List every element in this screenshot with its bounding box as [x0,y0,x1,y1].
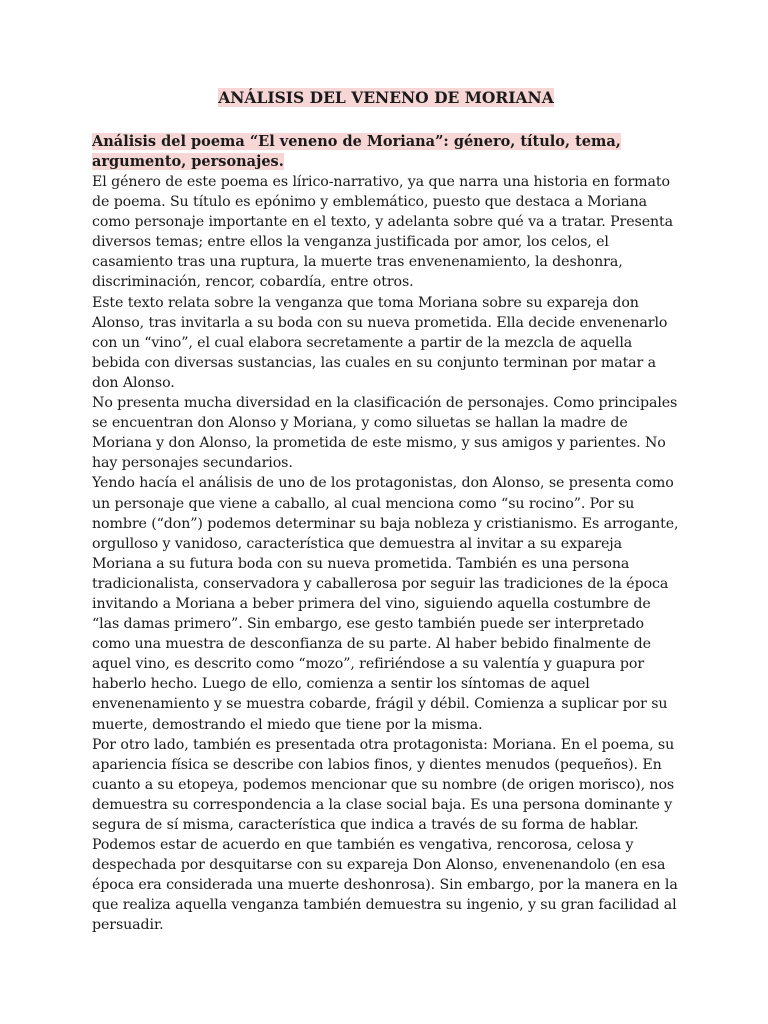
paragraph-genre-title: El género de este poema es lírico-narrativo, ya que narra una historia en formato de poema. Su título es epónimo y emblemático, puesto que destaca a Moriana como personaje importante en el texto, y adelanta sobre qué va a tratar. Presenta diversos temas; entre ellos la venganza justificada por amor, los celos, el casamiento tras una ruptura, la muerte tras envenenamiento, la deshonra, discriminación, rencor, cobardía, entre otros. [92,174,673,291]
document-subtitle [92,132,680,172]
document-title-text: ANÁLISIS DEL VENENO DE MORIANA [218,88,554,107]
document-page [92,86,680,936]
document-subtitle-text: Análisis del poema “El veneno de Moriana”: género, título, tema, argumento, personajes. [92,133,621,170]
paragraph-characters: No presenta mucha diversidad en la clasificación de personajes. Como principales se encuentran don Alonso y Moriana, y como siluetas se hallan la madre de Moriana y don Alonso, la prometida de este mismo, y sus amigos y parientes. No hay personajes secundarios. [92,395,678,472]
document-title [92,86,680,110]
paragraph-moriana: Por otro lado, también es presentada otra protagonista: Moriana. En el poema, su apariencia física se describe con labios finos, y dientes menudos (pequeños). En cuanto a su etopeya, podemos mencionar que su nombre (de origen morisco), nos demuestra su correspondencia a la clase social baja. Es una persona dominante y segura de sí misma, característica que indica a través de su forma de hablar. Podemos estar de acuerdo en que también es vengativa, rencorosa, celosa y despechada por desquitarse con su expareja Don Alonso, envenenandolo (en esa época era considerada una muerte deshonrosa). Sin embargo, por la manera en la que realiza aquella venganza también demuestra su ingenio, y su gran facilidad al persuadir. [92,736,678,934]
paragraph-don-alonso: Yendo hacía el análisis de uno de los protagonistas, don Alonso, se presenta como un personaje que viene a caballo, al cual menciona como “su rocino”. Por su nombre (“don”) podemos determinar su baja nobleza y cristianismo. Es arrogante, orgulloso y vanidoso, característica que demuestra al invitar a su expareja Moriana a su futura boda con su nueva prometida. También es una persona tradicionalista, conservadora y caballerosa por seguir las tradiciones de la época invitando a Moriana a beber primera del vino, siguiendo aquella costumbre de “las damas primero”. Sin embargo, ese gesto también puede ser interpretado como una muestra de desconfianza de su parte. Al haber bebido finalmente de aquel vino, es descrito como “mozo”, refiriéndose a su valentía y guapura por haberlo hecho. Luego de ello, comienza a sentir los síntomas de aquel envenenamiento y se muestra cobarde, frágil y débil. Comienza a suplicar por su muerte, demostrando el miedo que tiene por la misma. [92,475,679,733]
paragraph-plot: Este texto relata sobre la venganza que toma Moriana sobre su expareja don Alonso, tras invitarla a su boda con su nueva prometida. Ella decide envenenarlo con un “vino”, el cual elabora secretamente a partir de la mezcla de aquella bebida con diversas sustancias, las cuales en su conjunto terminan por matar a don Alonso. [92,294,668,391]
